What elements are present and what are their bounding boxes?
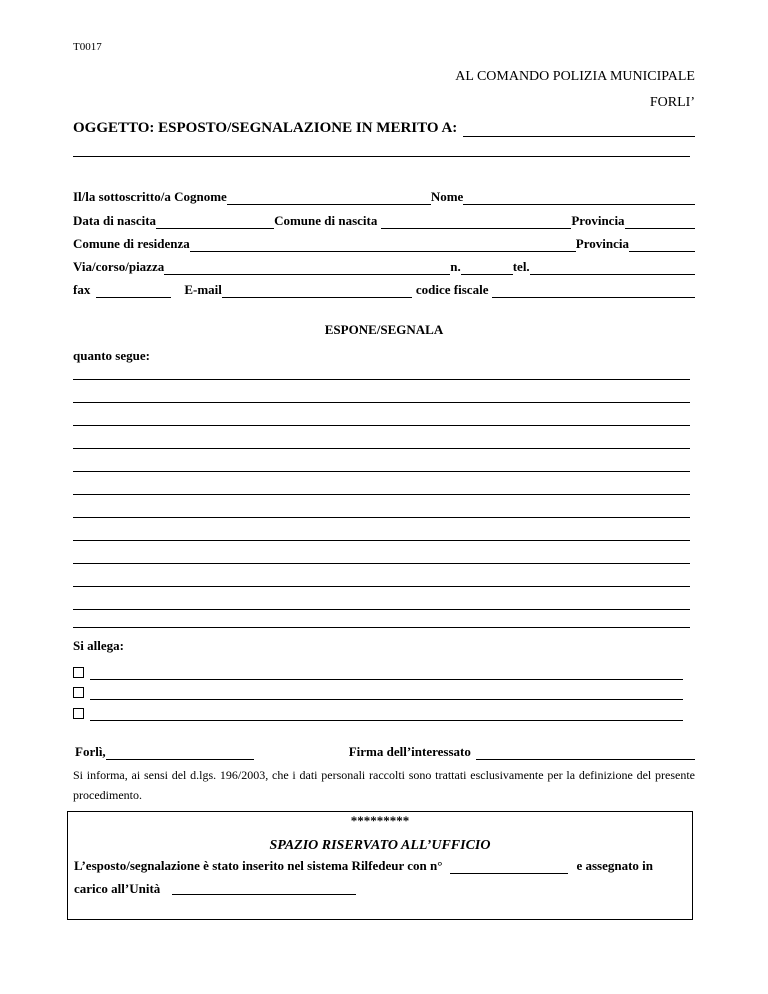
address-row bbox=[73, 259, 695, 275]
firma-field[interactable] bbox=[476, 747, 695, 760]
codice-fiscale-field[interactable] bbox=[492, 285, 695, 298]
firma-label: Firma dell’interessato bbox=[348, 744, 471, 759]
report-line[interactable] bbox=[73, 609, 690, 610]
comune-nascita-field[interactable] bbox=[381, 216, 571, 229]
report-line[interactable] bbox=[73, 517, 690, 518]
unita-field[interactable] bbox=[172, 882, 356, 895]
attachments-label: Si allega: bbox=[73, 638, 124, 653]
provincia-residenza-field[interactable] bbox=[629, 239, 695, 252]
tel-field[interactable] bbox=[530, 262, 695, 275]
recipient-line2: FORLI’ bbox=[649, 95, 695, 110]
numero-field[interactable] bbox=[461, 262, 513, 275]
nome-field[interactable] bbox=[463, 192, 695, 205]
comune-residenza-field[interactable] bbox=[190, 239, 576, 252]
provincia-residenza-label: Provincia bbox=[575, 236, 629, 251]
birth-row bbox=[73, 213, 695, 229]
intro-text: quanto segue: bbox=[73, 348, 150, 363]
numero-label: n. bbox=[450, 259, 461, 274]
office-text-line1 bbox=[74, 858, 686, 874]
section-title: ESPONE/SEGNALA bbox=[324, 322, 444, 337]
contact-row bbox=[73, 282, 695, 298]
place-date-field[interactable] bbox=[106, 747, 254, 760]
provincia-nascita-field[interactable] bbox=[625, 216, 695, 229]
report-line[interactable] bbox=[73, 494, 690, 495]
report-line[interactable] bbox=[73, 402, 690, 403]
attachment-field[interactable] bbox=[90, 708, 683, 721]
provincia-nascita-label: Provincia bbox=[571, 213, 625, 228]
subject-label: OGGETTO: ESPOSTO/SEGNALAZIONE IN MERITO A: bbox=[73, 120, 458, 136]
subject-row bbox=[73, 117, 695, 137]
office-title: SPAZIO RISERVATO ALL’UFFICIO bbox=[269, 838, 491, 853]
office-text-part2-continued: carico all’Unità bbox=[74, 881, 161, 896]
attachment-item bbox=[73, 684, 683, 700]
comune-nascita-label: Comune di nascita bbox=[274, 213, 378, 228]
data-nascita-field[interactable] bbox=[156, 216, 274, 229]
data-nascita-label: Data di nascita bbox=[73, 213, 157, 228]
cognome-label: Il/la sottoscritto/a Cognome bbox=[73, 189, 227, 204]
comune-residenza-label: Comune di residenza bbox=[73, 236, 190, 251]
attachment-item bbox=[73, 705, 683, 721]
report-line[interactable] bbox=[73, 425, 690, 426]
office-reserved-box bbox=[67, 811, 693, 920]
residence-row bbox=[73, 236, 695, 252]
report-line[interactable] bbox=[73, 540, 690, 541]
attachment-field[interactable] bbox=[90, 667, 683, 680]
fax-label: fax bbox=[73, 282, 91, 297]
via-label: Via/corso/piazza bbox=[73, 259, 165, 274]
report-line[interactable] bbox=[73, 586, 690, 587]
report-line[interactable] bbox=[73, 379, 690, 380]
report-line[interactable] bbox=[73, 627, 690, 628]
subject-field-continued[interactable] bbox=[73, 156, 690, 157]
subject-field[interactable] bbox=[463, 124, 695, 137]
attachment-checkbox[interactable] bbox=[73, 687, 84, 698]
codice-fiscale-label: codice fiscale bbox=[415, 282, 489, 297]
name-row bbox=[73, 189, 695, 205]
attachment-checkbox[interactable] bbox=[73, 708, 84, 719]
privacy-note: Si informa, ai sensi del d.lgs. 196/2003, che i dati personali raccolti sono trattati esclusivamente per la definizione del presente procedimento. bbox=[73, 768, 695, 802]
rilfedeur-number-field[interactable] bbox=[450, 861, 568, 874]
cognome-field[interactable] bbox=[227, 192, 431, 205]
office-text-part1: L’esposto/segnalazione è stato inserito nel sistema Rilfedeur con n° bbox=[74, 858, 443, 873]
attachment-checkbox[interactable] bbox=[73, 667, 84, 678]
recipient-line1: AL COMANDO POLIZIA MUNICIPALE bbox=[455, 69, 695, 84]
office-stars: ********* bbox=[350, 813, 410, 828]
place-date-label: Forlì, bbox=[75, 744, 106, 759]
attachment-field[interactable] bbox=[90, 687, 683, 700]
email-field[interactable] bbox=[222, 285, 412, 298]
signature-row bbox=[75, 744, 695, 760]
report-line[interactable] bbox=[73, 448, 690, 449]
fax-field[interactable] bbox=[96, 285, 171, 298]
document-code: T0017 bbox=[73, 41, 102, 53]
tel-label: tel. bbox=[512, 259, 530, 274]
via-field[interactable] bbox=[164, 262, 450, 275]
email-label: E-mail bbox=[184, 282, 222, 297]
report-line[interactable] bbox=[73, 471, 690, 472]
nome-label: Nome bbox=[430, 189, 464, 204]
office-text-part2: e assegnato in bbox=[576, 858, 654, 873]
report-line[interactable] bbox=[73, 563, 690, 564]
attachment-item bbox=[73, 664, 683, 680]
